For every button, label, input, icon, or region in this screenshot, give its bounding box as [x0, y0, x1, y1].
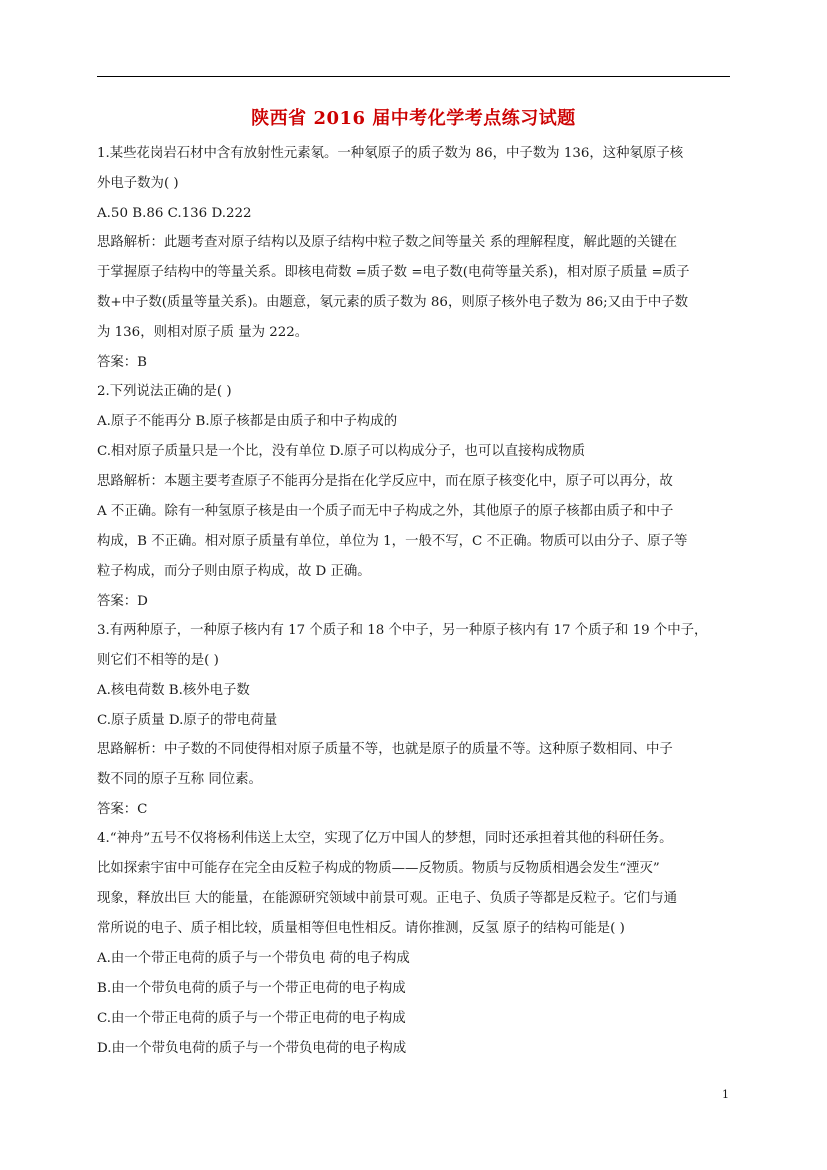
text-line: 常所说的电子、质子相比较，质量相等但电性相反。请你推测，反氢 原子的结构可能是( ) [97, 921, 625, 936]
text-line: 思路解析：中子数的不同使得相对原子质量不等，也就是原子的质量不等。这种原子数相同、中子 [97, 742, 673, 757]
header-rule [97, 76, 730, 77]
text-line: 外电子数为( ) [97, 176, 179, 191]
text-line: 数不同的原子互称 同位素。 [97, 772, 262, 787]
text-line: A.由一个带正电荷的质子与一个带负电 荷的电子构成 [97, 951, 410, 966]
text-line: 4.“神舟”五号不仅将杨利伟送上太空，实现了亿万中国人的梦想，同时还承担着其他的科研任务。 [97, 831, 673, 846]
text-line: 为 136，则相对原子质 量为 222。 [97, 325, 309, 340]
page-number: 1 [722, 1088, 729, 1101]
text-line: 2.下列说法正确的是( ) [97, 384, 232, 399]
text-line: 构成，B 不正确。相对原子质量有单位，单位为 1，一般不写，C 不正确。物质可以由分子、原子等 [97, 534, 688, 549]
text-line: A.原子不能再分 B.原子核都是由质子和中子构成的 [97, 414, 398, 429]
text-line: A.50 B.86 C.136 D.222 [97, 206, 252, 221]
text-line: C.由一个带正电荷的质子与一个带正电荷的电子构成 [97, 1011, 406, 1026]
text-line: 数+中子数(质量等量关系)。由题意，氡元素的质子数为 86，则原子核外电子数为 86;又由于中子数 [97, 295, 689, 310]
text-line: C.原子质量 D.原子的带电荷量 [97, 713, 278, 728]
text-line: C.相对原子质量只是一个比，没有单位 D.原子可以构成分子，也可以直接构成物质 [97, 444, 586, 459]
text-line: 现象，释放出巨 大的能量，在能源研究领域中前景可观。正电子、负质子等都是反粒子。它们与通 [97, 891, 678, 906]
text-line: 3.有两种原子，一种原子核内有 17 个质子和 18 个中子，另一种原子核内有 17 个质子和 19 个中子， [97, 623, 708, 638]
text-line: 答案：C [97, 802, 148, 817]
text-line: A.核电荷数 B.核外电子数 [97, 683, 250, 698]
text-line: 答案：D [97, 594, 148, 609]
text-line: 于掌握原子结构中的等量关系。即核电荷数 =质子数 =电子数(电荷等量关系)，相对原子质量 =质子 [97, 265, 690, 280]
text-line: 答案：B [97, 355, 148, 370]
text-line: 思路解析：此题考查对原子结构以及原子结构中粒子数之间等量关 系的理解程度，解此题的关键在 [97, 235, 678, 250]
text-line: 思路解析：本题主要考查原子不能再分是指在化学反应中，而在原子核变化中，原子可以再分，故 [97, 474, 673, 489]
text-line: 比如探索宇宙中可能存在完全由反粒子构成的物质——反物质。物质与反物质相遇会发生“湮灭” [97, 861, 660, 876]
text-line: 则它们不相等的是( ) [97, 653, 219, 668]
text-line: A 不正确。除有一种氢原子核是由一个质子而无中子构成之外，其他原子的原子核都由质子和中子 [97, 504, 674, 519]
text-line: D.由一个带负电荷的质子与一个带负电荷的电子构成 [97, 1041, 407, 1056]
text-line: 粒子构成，而分子则由原子构成，故 D 正确。 [97, 564, 371, 579]
document-title: 陕西省 2016 届中考化学考点练习试题 [251, 108, 576, 129]
text-line: 1.某些花岗岩石材中含有放射性元素氡。一种氡原子的质子数为 86，中子数为 136，这种氡原子核 [97, 146, 684, 161]
text-line: B.由一个带负电荷的质子与一个带正电荷的电子构成 [97, 981, 406, 996]
